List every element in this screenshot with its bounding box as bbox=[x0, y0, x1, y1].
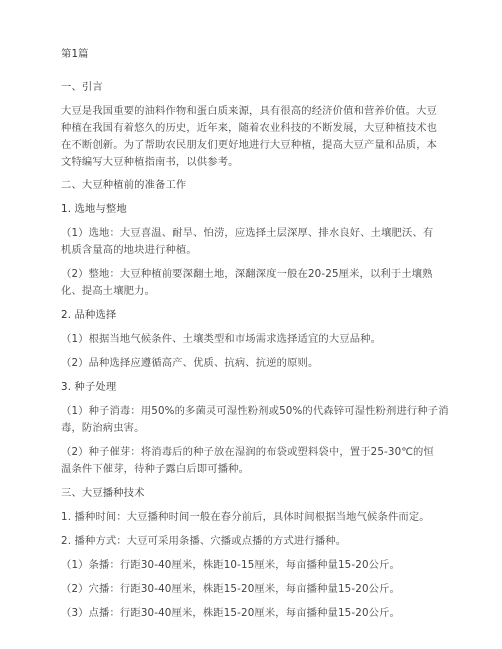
paragraph-line: 文特编写大豆种植指南书，以供参考。 bbox=[61, 156, 239, 168]
subsection-heading: 1. 选地与整地 bbox=[61, 203, 127, 215]
paragraph-line: （1）根据当地气候条件、土壤类型和市场需求选择适宜的大豆品种。 bbox=[61, 333, 382, 345]
subsection-heading: 2. 品种选择 bbox=[61, 309, 117, 321]
paragraph-line: 在不断创新。为了帮助农民朋友们更好地进行大豆种植，提高大豆产量和品质，本 bbox=[61, 139, 438, 151]
subsection-heading: 3. 种子处理 bbox=[61, 381, 117, 393]
paragraph-line: 机质含量高的地块进行种植。 bbox=[61, 244, 197, 256]
paragraph-line: （1）条播：行距30-40厘米，株距10-15厘米，每亩播种量15-20公斤。 bbox=[61, 559, 400, 571]
paragraph-line: （2）穴播：行距30-40厘米，株距15-20厘米，每亩播种量15-20公斤。 bbox=[61, 583, 400, 595]
paragraph-line: （2）整地：大豆种植前要深翻土地，深翻深度一般在20-25厘米，以利于土壤熟 bbox=[61, 268, 433, 280]
section-heading-sowing: 三、大豆播种技术 bbox=[61, 487, 145, 499]
section-heading-intro: 一、引言 bbox=[61, 81, 103, 93]
paragraph-line: 2. 播种方式：大豆可采用条播、穴播或点播的方式进行播种。 bbox=[61, 535, 347, 547]
paragraph-line: 种植在我国有着悠久的历史，近年来，随着农业科技的不断发展，大豆种植技术也 bbox=[61, 122, 438, 134]
paragraph-line: （2）品种选择应遵循高产、优质、抗病、抗逆的原则。 bbox=[61, 357, 319, 369]
paragraph-line: 1. 播种时间：大豆播种时间一般在春分前后，具体时间根据当地气候条件而定。 bbox=[61, 511, 430, 523]
paragraph-line: （3）点播：行距30-40厘米，株距15-20厘米，每亩播种量15-20公斤。 bbox=[61, 607, 400, 619]
paragraph-line: （1）种子消毒：用50%的多菌灵可湿性粉剂或50%的代森锌可湿性粉剂进行种子消 bbox=[61, 405, 449, 417]
paragraph-line: （2）种子催芽：将消毒后的种子放在湿润的布袋或塑料袋中，置于25-30℃的恒 bbox=[61, 446, 434, 458]
paragraph-line: 化、提高土壤肥力。 bbox=[61, 285, 156, 297]
section-heading-prep: 二、大豆种植前的准备工作 bbox=[61, 179, 187, 191]
paragraph-line: 温条件下催芽，待种子露白后即可播种。 bbox=[61, 463, 250, 475]
chapter-title: 第1篇 bbox=[61, 48, 89, 60]
paragraph-line: （1）选地：大豆喜温、耐旱、怕涝，应选择土层深厚、排水良好、土壤肥沃、有 bbox=[61, 227, 434, 239]
paragraph-line: 大豆是我国重要的油料作物和蛋白质来源，具有很高的经济价值和营养价值。大豆 bbox=[61, 105, 438, 117]
paragraph-line: 毒，防治病虫害。 bbox=[61, 422, 145, 434]
